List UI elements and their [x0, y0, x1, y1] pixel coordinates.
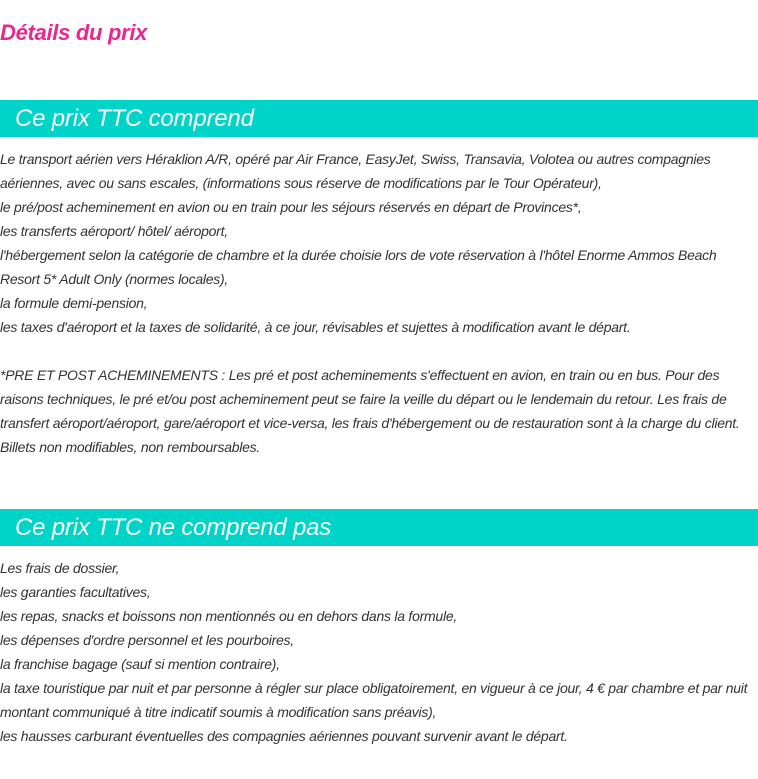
excludes-item: les repas, snacks et boissons non mentionnés ou en dehors dans la formule, — [0, 608, 458, 624]
excludes-item: les garanties facultatives, — [0, 584, 151, 600]
excludes-list — [0, 556, 758, 748]
includes-item: l'hébergement selon la catégorie de chambre et la durée choisie lors de vote réservation à l'hôtel Enorme Ammos Beach Resort 5* Adult Only (normes locales), — [0, 247, 717, 287]
excludes-item: la franchise bagage (sauf si mention contraire), — [0, 656, 280, 672]
includes-item: la formule demi-pension, — [0, 295, 148, 311]
page-title: Détails du prix — [0, 20, 148, 45]
includes-item: le pré/post acheminement en avion ou en train pour les séjours réservés en départ de Provinces*, — [0, 199, 582, 215]
excludes-item: Les frais de dossier, — [0, 560, 120, 576]
includes-item: Le transport aérien vers Héraklion A/R, opéré par Air France, EasyJet, Swiss, Transavia, Volotea ou autres compagnies aériennes, avec ou sans escales, (informations sous réserve de modifications par le Tour Opérateur), — [0, 151, 711, 191]
section-heading-excludes: Ce prix TTC ne comprend pas — [0, 509, 758, 546]
includes-item: les taxes d'aéroport et la taxes de solidarité, à ce jour, révisables et sujettes à modification avant le départ. — [0, 319, 631, 335]
includes-item: les transferts aéroport/ hôtel/ aéroport, — [0, 223, 228, 239]
acheminement-note-text: *PRE ET POST ACHEMINEMENTS : Les pré et post acheminements s'effectuent en avion, en train ou en bus. Pour des raisons techniques, le pré et/ou post acheminement peut se faire la veille du départ ou le lendemain du retour. Les frais de transfert aéroport/aéroport, gare/aéroport et vice-versa, les frais d'hébergement ou de restauration sont à la charge du client. Billets non modifiables, non remboursables. — [0, 367, 740, 455]
includes-list — [0, 147, 758, 339]
section-heading-includes: Ce prix TTC comprend — [0, 100, 758, 137]
excludes-item: les hausses carburant éventuelles des compagnies aériennes pouvant survenir avant le départ. — [0, 728, 568, 744]
excludes-item: les dépenses d'ordre personnel et les pourboires, — [0, 632, 294, 648]
acheminement-note — [0, 363, 758, 459]
excludes-item: la taxe touristique par nuit et par personne à régler sur place obligatoirement, en vigueur à ce jour, 4 € par chambre et par nuit montant communiqué à titre indicatif soumis à modification sans préavis), — [0, 680, 748, 720]
